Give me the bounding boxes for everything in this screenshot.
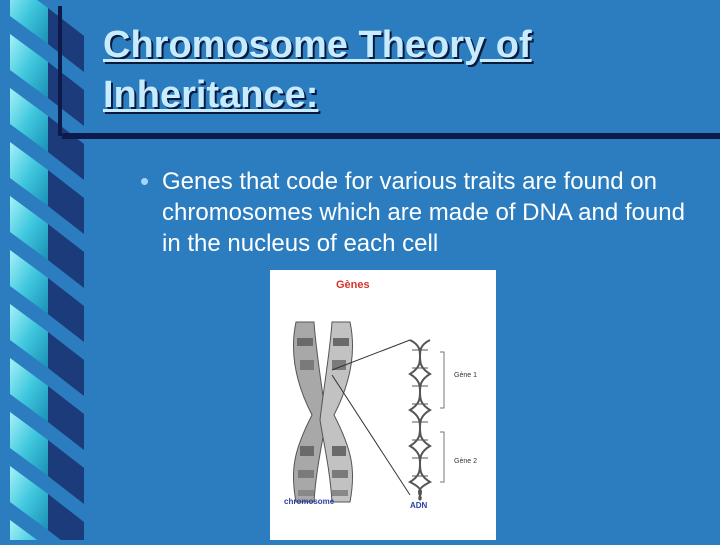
border-tiles (10, 0, 84, 540)
decorative-zigzag-border (0, 0, 86, 540)
bullet-icon: • (140, 166, 150, 196)
chromosome-label: chromosome (284, 497, 335, 506)
gene-1-label: Gène 1 (454, 372, 477, 379)
page-title (103, 20, 703, 120)
title-underline-bar (62, 133, 720, 139)
title-line-1: Chromosome Theory of (103, 24, 532, 66)
dna-helix-icon (410, 340, 430, 500)
chromosome-icon (293, 322, 352, 502)
title-line-2: Inheritance: (103, 74, 319, 116)
gene-1-bracket (440, 352, 444, 408)
gene-2-bracket (440, 432, 444, 482)
chromosome-diagram (270, 270, 496, 540)
bullet-text: Genes that code for various traits are found on chromosomes which are made of DNA and found in the nucleus of each cell (162, 168, 685, 257)
title-frame-left (58, 6, 62, 136)
chromosome-figure (270, 270, 496, 540)
figure-heading: Gènes (336, 279, 370, 291)
gene-2-label: Gène 2 (454, 458, 477, 465)
dna-label: ADN (410, 501, 428, 510)
